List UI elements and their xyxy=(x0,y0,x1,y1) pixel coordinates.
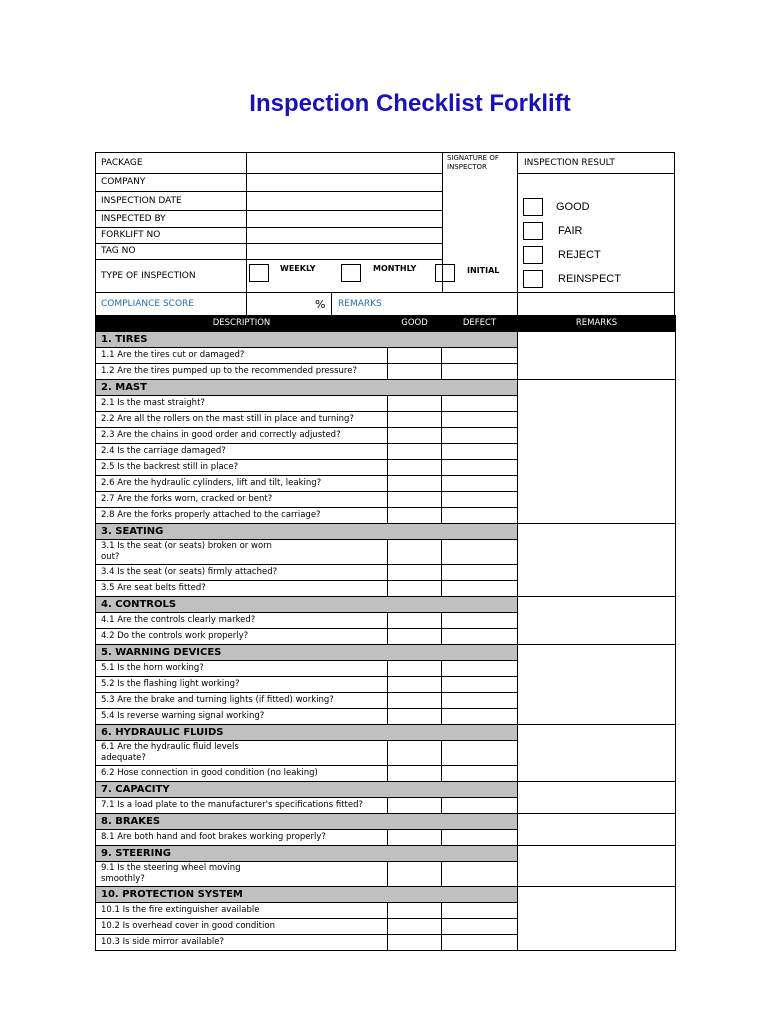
remarks-cell[interactable] xyxy=(518,332,676,380)
checklist-table xyxy=(95,315,676,951)
good-cell[interactable] xyxy=(388,565,442,581)
defect-cell[interactable] xyxy=(442,798,518,814)
weekly-checkbox[interactable] xyxy=(249,264,269,282)
defect-cell[interactable] xyxy=(442,709,518,725)
item-description: 8.1 Are both hand and foot brakes working properly? xyxy=(96,830,388,846)
good-cell[interactable] xyxy=(388,661,442,677)
item-description: 10.2 Is overhead cover in good condition xyxy=(96,919,388,935)
defect-cell[interactable] xyxy=(442,508,518,524)
good-cell[interactable] xyxy=(388,428,442,444)
result-reinspect: REINSPECT xyxy=(558,273,621,285)
good-cell[interactable] xyxy=(388,709,442,725)
defect-cell[interactable] xyxy=(442,919,518,935)
good-cell[interactable] xyxy=(388,364,442,380)
good-cell[interactable] xyxy=(388,677,442,693)
defect-cell[interactable] xyxy=(442,862,518,887)
item-description: 5.3 Are the brake and turning lights (if fitted) working? xyxy=(96,693,388,709)
section-row xyxy=(96,814,676,830)
good-cell[interactable] xyxy=(388,766,442,782)
monthly-checkbox[interactable] xyxy=(341,264,361,282)
good-cell[interactable] xyxy=(388,508,442,524)
defect-cell[interactable] xyxy=(442,364,518,380)
item-description: 9.1 Is the steering wheel moving smoothly? xyxy=(96,862,388,887)
section-title: 10. PROTECTION SYSTEM xyxy=(96,887,518,903)
column-header-description: DESCRIPTION xyxy=(96,316,388,332)
item-description: 4.2 Do the controls work properly? xyxy=(96,629,388,645)
signature-label-2: INSPECTOR xyxy=(447,163,487,171)
section-title: 4. CONTROLS xyxy=(96,597,518,613)
section-title: 5. WARNING DEVICES xyxy=(96,645,518,661)
good-cell[interactable] xyxy=(388,540,442,565)
remarks-cell[interactable] xyxy=(518,597,676,645)
section-row xyxy=(96,645,676,661)
reinspect-checkbox[interactable] xyxy=(523,270,543,288)
item-description: 2.3 Are the chains in good order and correctly adjusted? xyxy=(96,428,388,444)
inspection-result-label: INSPECTION RESULT xyxy=(524,158,615,168)
defect-cell[interactable] xyxy=(442,830,518,846)
defect-cell[interactable] xyxy=(442,565,518,581)
good-cell[interactable] xyxy=(388,581,442,597)
remarks-cell[interactable] xyxy=(518,814,676,846)
item-description: 2.4 Is the carriage damaged? xyxy=(96,444,388,460)
initial-label: INITIAL xyxy=(467,266,500,275)
compliance-score-label: COMPLIANCE SCORE xyxy=(101,299,194,309)
item-description: 3.5 Are seat belts fitted? xyxy=(96,581,388,597)
defect-cell[interactable] xyxy=(442,903,518,919)
signature-label-1: SIGNATURE OF xyxy=(447,154,499,162)
remarks-cell[interactable] xyxy=(518,645,676,725)
monthly-label: MONTHLY xyxy=(373,264,417,273)
page-title: Inspection Checklist Forklift xyxy=(249,90,571,117)
good-cell[interactable] xyxy=(388,830,442,846)
good-cell[interactable] xyxy=(388,476,442,492)
initial-checkbox[interactable] xyxy=(435,264,455,282)
defect-cell[interactable] xyxy=(442,540,518,565)
defect-cell[interactable] xyxy=(442,693,518,709)
remarks-cell[interactable] xyxy=(518,725,676,782)
type-of-inspection-label: TYPE OF INSPECTION xyxy=(101,271,196,281)
inspection-date-label: INSPECTION DATE xyxy=(101,196,182,206)
good-cell[interactable] xyxy=(388,798,442,814)
item-description: 5.2 Is the flashing light working? xyxy=(96,677,388,693)
good-cell[interactable] xyxy=(388,613,442,629)
item-description: 1.1 Are the tires cut or damaged? xyxy=(96,348,388,364)
remarks-cell[interactable] xyxy=(518,887,676,951)
weekly-label: WEEKLY xyxy=(280,264,316,273)
defect-cell[interactable] xyxy=(442,766,518,782)
column-header-remarks: REMARKS xyxy=(518,316,676,332)
section-title: 1. TIRES xyxy=(96,332,518,348)
percent-sign: % xyxy=(315,298,326,311)
remarks-cell[interactable] xyxy=(518,782,676,814)
remarks-cell[interactable] xyxy=(518,380,676,524)
item-description: 2.7 Are the forks worn, cracked or bent? xyxy=(96,492,388,508)
defect-cell[interactable] xyxy=(442,412,518,428)
good-cell[interactable] xyxy=(388,348,442,364)
forklift-no-label: FORKLIFT NO xyxy=(101,230,161,240)
defect-cell[interactable] xyxy=(442,741,518,766)
remarks-header-label: REMARKS xyxy=(338,299,382,309)
item-description: 2.2 Are all the rollers on the mast still in place and turning? xyxy=(96,412,388,428)
defect-cell[interactable] xyxy=(442,629,518,645)
section-row xyxy=(96,524,676,540)
good-cell[interactable] xyxy=(388,935,442,951)
column-header-good: GOOD xyxy=(388,316,442,332)
column-header-defect: DEFECT xyxy=(442,316,518,332)
reject-checkbox[interactable] xyxy=(523,246,543,264)
good-cell[interactable] xyxy=(388,693,442,709)
defect-cell[interactable] xyxy=(442,581,518,597)
section-row xyxy=(96,887,676,903)
package-label: PACKAGE xyxy=(101,158,143,168)
result-fair: FAIR xyxy=(558,225,583,237)
item-description: 10.1 Is the fire extinguisher available xyxy=(96,903,388,919)
section-row xyxy=(96,597,676,613)
item-description: 1.2 Are the tires pumped up to the recommended pressure? xyxy=(96,364,388,380)
item-description: 2.6 Are the hydraulic cylinders, lift and tilt, leaking? xyxy=(96,476,388,492)
item-description: 5.1 Is the horn working? xyxy=(96,661,388,677)
item-description: 6.1 Are the hydraulic fluid levels adequate? xyxy=(96,741,388,766)
good-cell[interactable] xyxy=(388,460,442,476)
good-cell[interactable] xyxy=(388,492,442,508)
defect-cell[interactable] xyxy=(442,492,518,508)
item-description: 4.1 Are the controls clearly marked? xyxy=(96,613,388,629)
result-reject: REJECT xyxy=(558,249,601,261)
defect-cell[interactable] xyxy=(442,348,518,364)
defect-cell[interactable] xyxy=(442,661,518,677)
remarks-cell[interactable] xyxy=(518,524,676,597)
item-description: 3.4 Is the seat (or seats) firmly attached? xyxy=(96,565,388,581)
table-header-row xyxy=(96,316,676,332)
defect-cell[interactable] xyxy=(442,460,518,476)
item-description: 5.4 Is reverse warning signal working? xyxy=(96,709,388,725)
section-row xyxy=(96,846,676,862)
defect-cell[interactable] xyxy=(442,396,518,412)
item-description: 7.1 Is a load plate to the manufacturer's specifications fitted? xyxy=(96,798,388,814)
item-description: 6.2 Hose connection in good condition (no leaking) xyxy=(96,766,388,782)
section-title: 2. MAST xyxy=(96,380,518,396)
section-title: 3. SEATING xyxy=(96,524,518,540)
item-description: 2.1 Is the mast straight? xyxy=(96,396,388,412)
section-title: 9. STEERING xyxy=(96,846,518,862)
section-row xyxy=(96,725,676,741)
result-good: GOOD xyxy=(556,201,590,213)
good-cell[interactable] xyxy=(388,919,442,935)
section-row xyxy=(96,782,676,798)
item-description: 2.8 Are the forks properly attached to the carriage? xyxy=(96,508,388,524)
good-cell[interactable] xyxy=(388,741,442,766)
inspected-by-label: INSPECTED BY xyxy=(101,214,166,224)
defect-cell[interactable] xyxy=(442,428,518,444)
company-label: COMPANY xyxy=(101,177,146,187)
defect-cell[interactable] xyxy=(442,677,518,693)
good-cell[interactable] xyxy=(388,396,442,412)
good-cell[interactable] xyxy=(388,862,442,887)
defect-cell[interactable] xyxy=(442,476,518,492)
tag-no-label: TAG NO xyxy=(101,246,136,256)
remarks-cell[interactable] xyxy=(518,846,676,887)
good-cell[interactable] xyxy=(388,412,442,428)
section-row xyxy=(96,332,676,348)
item-description: 10.3 Is side mirror available? xyxy=(96,935,388,951)
defect-cell[interactable] xyxy=(442,935,518,951)
section-title: 7. CAPACITY xyxy=(96,782,518,798)
section-title: 6. HYDRAULIC FLUIDS xyxy=(96,725,518,741)
good-cell[interactable] xyxy=(388,629,442,645)
defect-cell[interactable] xyxy=(442,444,518,460)
header-block xyxy=(95,152,675,316)
good-cell[interactable] xyxy=(388,903,442,919)
section-row xyxy=(96,380,676,396)
item-description: 2.5 Is the backrest still in place? xyxy=(96,460,388,476)
defect-cell[interactable] xyxy=(442,613,518,629)
good-checkbox[interactable] xyxy=(523,198,543,216)
item-description: 3.1 Is the seat (or seats) broken or worn out? xyxy=(96,540,388,565)
fair-checkbox[interactable] xyxy=(523,222,543,240)
section-title: 8. BRAKES xyxy=(96,814,518,830)
good-cell[interactable] xyxy=(388,444,442,460)
